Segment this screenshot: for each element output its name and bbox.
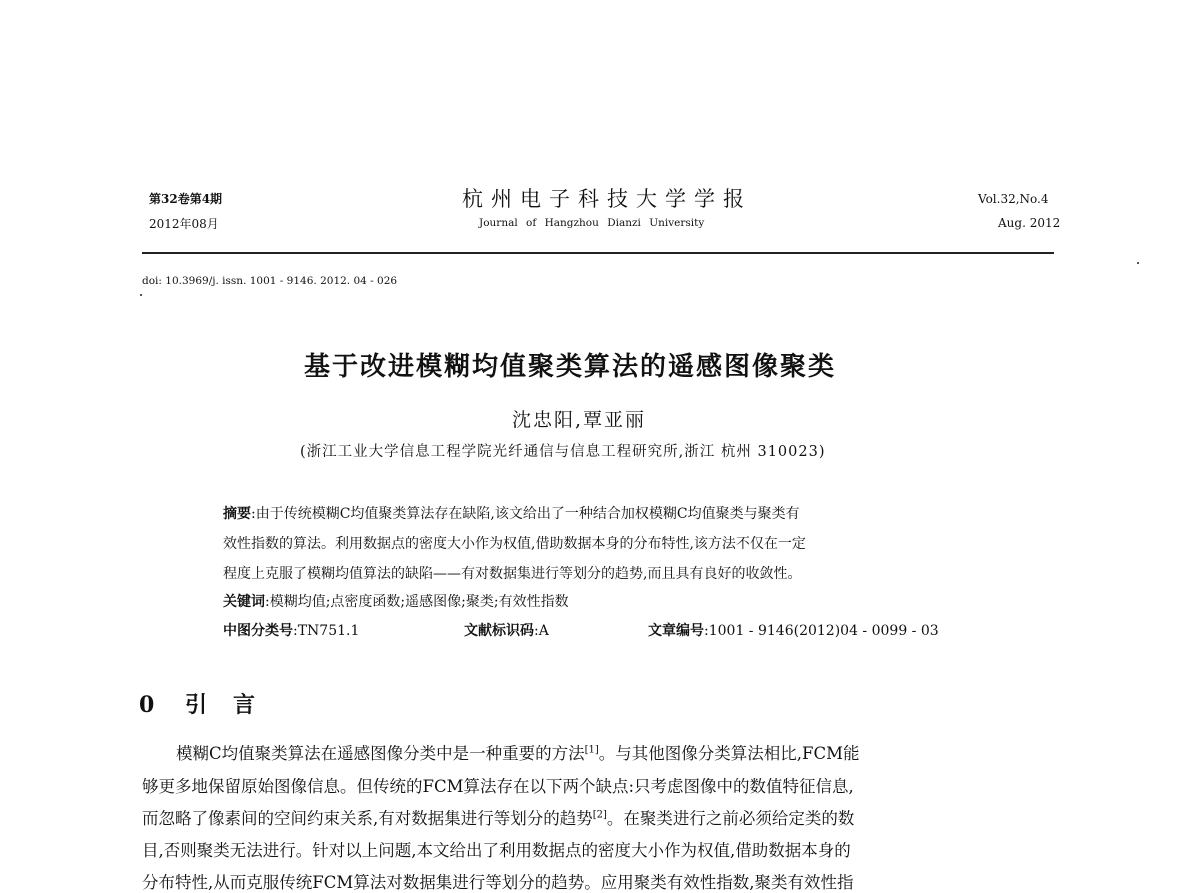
body-line bbox=[142, 805, 854, 829]
abstract-line bbox=[223, 503, 800, 523]
section-number: 0 bbox=[139, 692, 155, 718]
keywords-label: 关键词 bbox=[223, 594, 265, 610]
paper-title: 基于改进模糊均值聚类算法的遥感图像聚类 bbox=[304, 352, 837, 382]
header-rule bbox=[142, 252, 1054, 254]
journal-name-cn: 杭州电子科技大学学报 bbox=[462, 187, 752, 211]
body-text: 而忽略了像素间的空间约束关系,有对数据集进行等划分的趋势 bbox=[142, 809, 593, 828]
clc-label: 中图分类号 bbox=[223, 623, 293, 639]
volume-issue-en: Vol.32,No.4 bbox=[978, 192, 1049, 206]
citation-ref[interactable]: [1] bbox=[584, 744, 599, 756]
abstract-label: 摘要 bbox=[223, 506, 251, 522]
body-line: 够更多地保留原始图像信息。但传统的FCM算法存在以下两个缺点:只考虑图像中的数值特征信息, bbox=[142, 777, 854, 796]
section-heading bbox=[139, 688, 281, 719]
scan-speck bbox=[1137, 262, 1139, 264]
article-number-value: :1001 - 9146(2012)04 - 0099 - 03 bbox=[704, 623, 939, 639]
keywords-text: :模糊均值;点密度函数;遥感图像;聚类;有效性指数 bbox=[265, 594, 569, 610]
article-number bbox=[648, 620, 939, 640]
body-line bbox=[176, 740, 860, 764]
journal-name-en: Journal of Hangzhou Dianzi University bbox=[479, 217, 705, 229]
citation-ref[interactable]: [2] bbox=[592, 809, 607, 821]
body-text: 模糊C均值聚类算法在遥感图像分类中是一种重要的方法 bbox=[176, 744, 585, 763]
volume-issue-cn: 第32卷第4期 bbox=[149, 192, 223, 206]
date-cn: 2012年08月 bbox=[149, 217, 219, 231]
body-line: 分布特性,从而克服传统FCM算法对数据集进行等划分的趋势。应用聚类有效性指数,聚类有效性指 bbox=[142, 873, 854, 892]
abstract-text: :由于传统模糊C均值聚类算法存在缺陷,该文给出了一种结合加权模糊C均值聚类与聚类有 bbox=[251, 506, 800, 522]
clc-number bbox=[223, 620, 359, 640]
section-title: 引言 bbox=[185, 692, 282, 718]
doi: doi: 10.3969/j. issn. 1001 - 9146. 2012. 04 - 026 bbox=[142, 275, 398, 287]
document-code-value: :A bbox=[534, 623, 549, 639]
clc-value: :TN751.1 bbox=[293, 623, 360, 639]
abstract-line: 效性指数的算法。利用数据点的密度大小作为权值,借助数据本身的分布特性,该方法不仅在一定 bbox=[223, 536, 806, 552]
document-code bbox=[464, 620, 549, 640]
article-number-label: 文章编号 bbox=[648, 623, 704, 639]
scan-speck bbox=[140, 294, 142, 296]
date-en: Aug. 2012 bbox=[998, 216, 1061, 230]
body-text: 。在聚类进行之前必须给定类的数 bbox=[606, 809, 855, 828]
document-code-label: 文献标识码 bbox=[464, 623, 534, 639]
affiliation: (浙江工业大学信息工程学院光纤通信与信息工程研究所,浙江 杭州 310023) bbox=[300, 444, 826, 460]
keywords bbox=[223, 591, 569, 611]
authors: 沈忠阳,覃亚丽 bbox=[512, 409, 647, 431]
body-line: 目,否则聚类无法进行。针对以上问题,本文给出了利用数据点的密度大小作为权值,借助数据本身的 bbox=[142, 841, 851, 860]
body-text: 。与其他图像分类算法相比,FCM能 bbox=[598, 744, 860, 763]
abstract-line: 程度上克服了模糊均值算法的缺陷——有对数据集进行等划分的趋势,而且具有良好的收敛性。 bbox=[223, 566, 802, 582]
